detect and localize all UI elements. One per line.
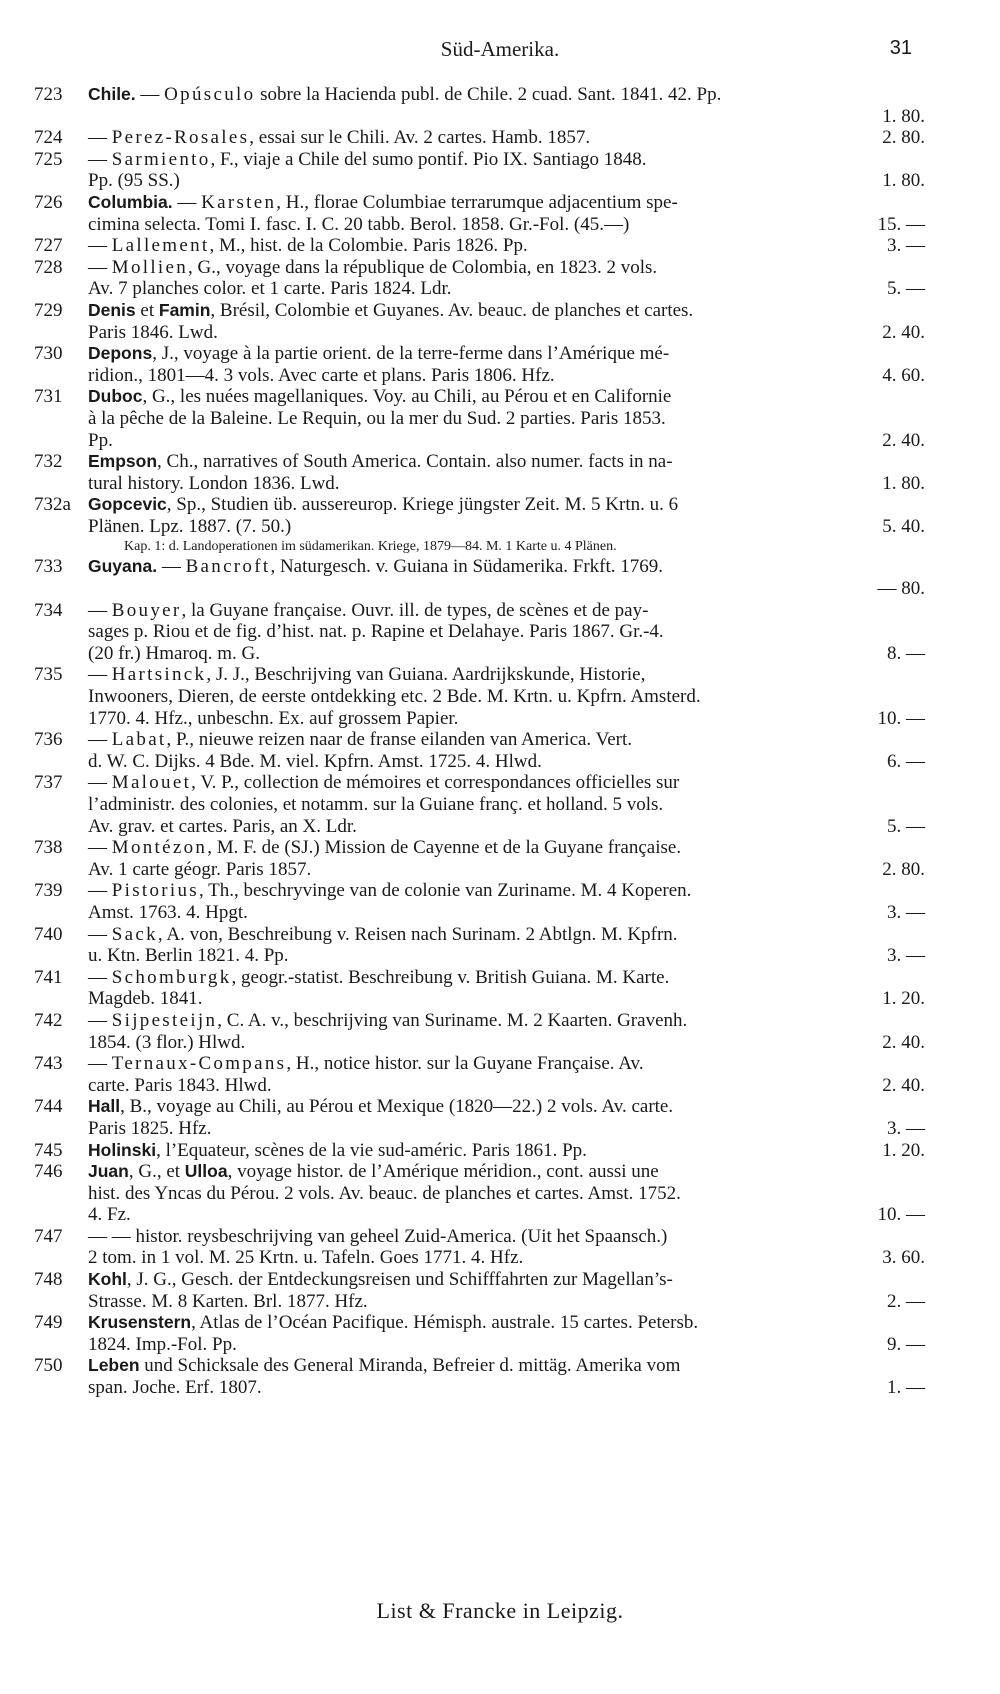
entry-line xyxy=(88,988,1000,1010)
entry-heading: Empson xyxy=(88,451,158,472)
entry-text: , G., voyage dans la république de Colombia, en 1823. 2 vols. xyxy=(188,256,658,278)
entry-line xyxy=(88,1312,1000,1334)
author-name: Sijpesteijn xyxy=(111,1009,218,1031)
entry-text: u. Ktn. Berlin 1821. 4. Pp. xyxy=(88,945,289,967)
entry-heading: Ulloa xyxy=(184,1161,228,1182)
catalog-entry xyxy=(0,84,1000,127)
catalog-entry xyxy=(0,967,1000,1010)
entry-price: 1. 20. xyxy=(882,1139,925,1161)
entry-text: und Schicksale des General Miranda, Befreier d. mittäg. Amerika vom xyxy=(139,1355,681,1377)
entry-text: , voyage histor. de l’Amérique méridion., cont. aussi une xyxy=(227,1161,659,1183)
entry-line xyxy=(88,1053,1000,1075)
entry-heading: Guyana. xyxy=(88,556,158,577)
entry-line xyxy=(88,127,1000,149)
entry-text: — xyxy=(88,664,112,686)
page-header xyxy=(0,37,1000,67)
author-name: Malouet xyxy=(111,772,192,794)
entry-text: , H., florae Columbiae terrarumque adjacentium spe- xyxy=(276,191,678,213)
entry-number: 738 xyxy=(34,837,63,859)
entry-text: Av. 7 planches color. et 1 carte. Paris 1824. Ldr. xyxy=(88,278,452,300)
entry-price: 4. 60. xyxy=(882,364,925,386)
catalog-entry xyxy=(0,880,1000,923)
entry-price: 1. — xyxy=(887,1377,925,1399)
entry-price: 10. — xyxy=(877,1204,925,1226)
catalog-entry xyxy=(0,127,1000,149)
catalog-entry xyxy=(0,837,1000,880)
entry-line xyxy=(88,1269,1000,1291)
entry-text: — xyxy=(88,599,112,621)
entry-text: , F., viaje a Chile del sumo pontif. Pio IX. Santiago 1848. xyxy=(210,148,647,170)
entry-text: 1770. 4. Hfz., unbeschn. Ex. auf grossem Papier. xyxy=(88,707,459,729)
entry-text: — xyxy=(88,729,112,751)
entry-number: 729 xyxy=(34,299,63,321)
entry-text: — xyxy=(88,966,112,988)
catalog-entry xyxy=(0,924,1000,967)
entry-line xyxy=(88,84,1000,106)
author-name: Mollien xyxy=(111,256,189,278)
entry-text: (20 fr.) Hmaroq. m. G. xyxy=(88,642,261,664)
entry-line xyxy=(88,664,1000,686)
entry-text: , J. J., Beschrijving van Guiana. Aardrijkskunde, Historie, xyxy=(206,664,646,686)
entry-line xyxy=(88,859,1000,881)
entry-text: , G., et xyxy=(128,1161,185,1183)
entry-heading: Famin xyxy=(158,299,211,320)
entry-price: 2. 40. xyxy=(882,429,925,451)
entry-line xyxy=(88,1140,1000,1162)
entry-text: , Ch., narratives of South America. Contain. also numer. facts in na- xyxy=(157,451,673,473)
entry-text: — xyxy=(172,191,202,213)
entry-line xyxy=(88,516,1000,538)
entry-line xyxy=(88,772,1000,794)
entry-line xyxy=(88,924,1000,946)
entry-text: Pp. xyxy=(88,429,113,451)
entry-number: 747 xyxy=(34,1225,63,1247)
entry-text: et xyxy=(135,299,159,321)
entry-line xyxy=(88,1118,1000,1140)
entry-text: Paris 1825. Hfz. xyxy=(88,1117,212,1139)
entry-number: 731 xyxy=(34,386,63,408)
entry-number: 735 xyxy=(34,664,63,686)
entry-line xyxy=(88,1291,1000,1313)
entry-number: 749 xyxy=(34,1312,63,1334)
entry-number: 742 xyxy=(34,1009,63,1031)
entry-text: , P., nieuwe reizen naar de franse eilanden van America. Vert. xyxy=(166,729,632,751)
entry-number: 732 xyxy=(34,451,63,473)
entry-text: — xyxy=(88,256,112,278)
entry-line xyxy=(88,1096,1000,1118)
entry-line xyxy=(88,643,1000,665)
catalog-entry xyxy=(0,300,1000,343)
catalog-entry xyxy=(0,451,1000,494)
author-name: Schomburgk xyxy=(111,966,232,988)
entry-note: Kap. 1: d. Landoperationen im südamerikan. Kriege, 1879—84. M. 1 Karte u. 4 Plänen. xyxy=(124,539,617,555)
catalog-entry xyxy=(0,664,1000,729)
entry-line xyxy=(88,365,1000,387)
entry-text: — xyxy=(157,556,186,578)
entry-text: , H., notice histor. sur la Guyane Française. Av. xyxy=(286,1053,644,1075)
catalog-entry xyxy=(0,1053,1000,1096)
catalog-entry xyxy=(0,1010,1000,1053)
entry-text: Plänen. Lpz. 1887. (7. 50.) xyxy=(88,515,292,537)
author-name: Hartsinck xyxy=(111,664,207,686)
entry-line xyxy=(88,149,1000,171)
entry-price: 2. 40. xyxy=(882,1031,925,1053)
entry-line xyxy=(88,880,1000,902)
entry-number: 726 xyxy=(34,191,63,213)
entry-line xyxy=(88,322,1000,344)
entry-text: sages p. Riou et de fig. d’hist. nat. p. Rapine et Delahaye. Paris 1867. Gr.-4. xyxy=(88,621,664,643)
entry-text: 4. Fz. xyxy=(88,1204,131,1226)
entry-text: 1824. Imp.-Fol. Pp. xyxy=(88,1333,237,1355)
catalog-entry xyxy=(0,494,1000,556)
entry-text: 1854. (3 flor.) Hlwd. xyxy=(88,1031,246,1053)
entry-line xyxy=(88,729,1000,751)
entry-line xyxy=(88,1075,1000,1097)
author-name: Karsten xyxy=(201,191,277,213)
entry-text: , J., voyage à la partie orient. de la terre-ferme dans l’Amérique mé- xyxy=(152,343,670,365)
entry-price: 1. 20. xyxy=(882,988,925,1010)
catalog-entry xyxy=(0,149,1000,192)
entry-line xyxy=(88,451,1000,473)
entry-text: — xyxy=(88,1009,112,1031)
entry-number: 724 xyxy=(34,127,63,149)
catalog-entry xyxy=(0,772,1000,837)
entry-line xyxy=(88,235,1000,257)
entry-text: , Th., beschryvinge van de colonie van Zuriname. M. 4 Koperen. xyxy=(198,880,692,902)
entry-text: , J. G., Gesch. der Entdeckungsreisen und Schifffahrten zur Magellan’s- xyxy=(126,1269,673,1291)
entry-text: , geogr.-statist. Beschreibung v. British Guiana. M. Karte. xyxy=(231,966,670,988)
entry-heading: Juan xyxy=(88,1161,129,1182)
entry-price: 2. 40. xyxy=(882,321,925,343)
entry-text: , G., les nuées magellaniques. Voy. au Chili, au Pérou et en Californie xyxy=(142,386,672,408)
entry-price: 3. 60. xyxy=(882,1247,925,1269)
entry-text: Magdeb. 1841. xyxy=(88,988,203,1010)
entry-line xyxy=(88,686,1000,708)
entry-line xyxy=(88,192,1000,214)
entry-line xyxy=(88,1032,1000,1054)
entry-price: 3. — xyxy=(887,1117,925,1139)
catalog-entry xyxy=(0,386,1000,451)
entry-text: , C. A. v., beschrijving van Suriname. M. 2 Kaarten. Gravenh. xyxy=(217,1009,688,1031)
entry-line xyxy=(88,556,1000,578)
entry-number: 740 xyxy=(34,923,63,945)
catalog-entry xyxy=(0,1355,1000,1398)
entry-price: 1. 80. xyxy=(882,105,925,127)
entry-text: sobre la Hacienda publ. de Chile. 2 cuad. Sant. 1841. 42. Pp. xyxy=(255,84,722,105)
author-name: Montézon xyxy=(111,837,208,859)
entry-text: — xyxy=(88,127,112,149)
entry-heading: Hall xyxy=(88,1096,121,1117)
entry-line xyxy=(88,1334,1000,1356)
catalog-entry xyxy=(0,1096,1000,1139)
entry-line xyxy=(88,408,1000,430)
entry-price: 3. — xyxy=(887,945,925,967)
entry-price: 3. — xyxy=(887,901,925,923)
entry-heading: Gopcevic xyxy=(88,494,167,515)
entry-number: 727 xyxy=(34,235,63,257)
entry-text: , Brésil, Colombie et Guyanes. Av. beauc. de planches et cartes. xyxy=(210,299,694,321)
entry-line xyxy=(88,1355,1000,1377)
entry-line xyxy=(88,494,1000,516)
author-name: Lallement xyxy=(111,235,210,257)
entry-text: — xyxy=(88,148,112,170)
entry-number: 730 xyxy=(34,343,63,365)
entry-text: ridion., 1801—4. 3 vols. Avec carte et plans. Paris 1806. Hfz. xyxy=(88,364,555,386)
entry-text: , Sp., Studien üb. aussereurop. Kriege jüngster Zeit. M. 5 Krtn. u. 6 xyxy=(166,494,679,516)
entry-number: 736 xyxy=(34,729,63,751)
catalog-entry xyxy=(0,556,1000,599)
entry-text: cimina selecta. Tomi I. fasc. I. C. 20 tabb. Berol. 1858. Gr.-Fol. (45.—) xyxy=(88,213,630,235)
entry-heading: Depons xyxy=(88,343,153,364)
entry-text: — xyxy=(88,837,112,859)
entry-price: 1. 80. xyxy=(882,170,925,192)
entry-line xyxy=(88,257,1000,279)
entry-line xyxy=(88,816,1000,838)
entry-text: , A. von, Beschreibung v. Reisen nach Surinam. 2 Abtlgn. M. Kpfrn. xyxy=(157,923,678,945)
entry-text: , M. F. de (SJ.) Mission de Cayenne et de la Guyane française. xyxy=(207,837,682,859)
catalog-entry xyxy=(0,1312,1000,1355)
entry-text: span. Joche. Erf. 1807. xyxy=(88,1377,262,1399)
entry-text: Inwooners, Dieren, de eerste ontdekking etc. 2 Bde. M. Krtn. u. Kpfrn. Amsterd. xyxy=(88,686,701,708)
entry-text: — xyxy=(88,1053,112,1075)
entry-number: 741 xyxy=(34,966,63,988)
entry-heading: Columbia. xyxy=(88,191,173,212)
entry-number: 732a xyxy=(34,494,71,516)
entry-text: 2 tom. in 1 vol. M. 25 Krtn. u. Tafeln. Goes 1771. 4. Hfz. xyxy=(88,1247,524,1269)
entry-text: à la pêche de la Baleine. Le Requin, ou la mer du Sud. 2 parties. Paris 1853. xyxy=(88,407,666,429)
entry-number: 739 xyxy=(34,880,63,902)
entry-text: , Naturgesch. v. Guiana in Südamerika. Frkft. 1769. xyxy=(270,556,664,578)
entry-line xyxy=(88,621,1000,643)
entry-text: — xyxy=(88,880,112,902)
author-name: Labat xyxy=(111,729,167,751)
entry-text: , M., hist. de la Colombie. Paris 1826. Pp. xyxy=(209,235,528,257)
entry-text: , l’Equateur, scènes de la vie sud-améric. Paris 1861. Pp. xyxy=(156,1139,587,1161)
entry-line xyxy=(88,794,1000,816)
catalog-entry xyxy=(0,192,1000,235)
entry-price: 1. 80. xyxy=(882,472,925,494)
entry-line xyxy=(88,708,1000,730)
entry-heading: Krusenstern xyxy=(88,1312,192,1333)
catalog-entry xyxy=(0,729,1000,772)
entry-line xyxy=(88,170,1000,192)
entry-number: 733 xyxy=(34,556,63,578)
entry-heading: Holinski xyxy=(88,1139,157,1160)
author-name: Ternaux-Compans xyxy=(111,1053,287,1075)
entry-price: 5. 40. xyxy=(882,515,925,537)
entry-number: 725 xyxy=(34,148,63,170)
entry-price: 2. 80. xyxy=(882,858,925,880)
entry-line xyxy=(88,1183,1000,1205)
catalog-entry xyxy=(0,1269,1000,1312)
entry-text: — xyxy=(88,235,112,257)
entry-price: 9. — xyxy=(887,1333,925,1355)
entry-heading: Chile. xyxy=(88,84,136,104)
entry-text: Strasse. M. 8 Karten. Brl. 1877. Hfz. xyxy=(88,1290,368,1312)
entry-line xyxy=(88,967,1000,989)
entry-text: Av. grav. et cartes. Paris, an X. Ldr. xyxy=(88,815,357,837)
entry-price: 3. — xyxy=(887,235,925,257)
entry-number: 750 xyxy=(34,1355,63,1377)
entry-heading: Duboc xyxy=(88,386,143,407)
author-name: Sack xyxy=(111,923,158,945)
entry-price: 2. 80. xyxy=(882,127,925,149)
catalog-entry xyxy=(0,257,1000,300)
page-title: Süd-Amerika. xyxy=(440,37,560,61)
author-name: Bancroft xyxy=(185,556,271,578)
author-name: Perez-Rosales xyxy=(111,127,250,149)
author-name: Opúsculo xyxy=(164,84,256,105)
entry-line xyxy=(88,430,1000,452)
entry-list xyxy=(0,84,1000,1399)
entry-number: 743 xyxy=(34,1053,63,1075)
entry-heading: Denis xyxy=(88,299,136,320)
entry-line xyxy=(88,600,1000,622)
entry-text: — — histor. reysbeschrijving van geheel Zuid-America. (Uit het Spaansch.) xyxy=(88,1225,668,1247)
entry-price: 5. — xyxy=(887,815,925,837)
entry-text: , Atlas de l’Océan Pacifique. Hémisph. australe. 15 cartes. Petersb. xyxy=(191,1312,699,1334)
entry-text: — xyxy=(135,84,165,105)
entry-line xyxy=(88,1247,1000,1269)
entry-line xyxy=(88,214,1000,236)
entry-line xyxy=(88,1010,1000,1032)
entry-line xyxy=(88,300,1000,322)
entry-text: , V. P., collection de mémoires et correspondances officielles sur xyxy=(191,772,680,794)
entry-line xyxy=(88,473,1000,495)
entry-line xyxy=(88,902,1000,924)
catalog-entry xyxy=(0,1140,1000,1162)
entry-text: — xyxy=(88,772,112,794)
entry-text: carte. Paris 1843. Hlwd. xyxy=(88,1074,272,1096)
entry-text: , essai sur le Chili. Av. 2 cartes. Hamb. 1857. xyxy=(249,127,591,149)
entry-price: 5. — xyxy=(887,278,925,300)
entry-heading: Leben xyxy=(88,1355,140,1376)
entry-text: tural history. London 1836. Lwd. xyxy=(88,472,340,494)
entry-line xyxy=(88,578,1000,600)
entry-price: 6. — xyxy=(887,750,925,772)
entry-number: 744 xyxy=(34,1096,63,1118)
entry-text: hist. des Yncas du Pérou. 2 vols. Av. beauc. de planches et cartes. Amst. 1752. xyxy=(88,1182,681,1204)
catalog-entry xyxy=(0,600,1000,665)
entry-number: 734 xyxy=(34,599,63,621)
entry-heading: Kohl xyxy=(88,1269,127,1290)
entry-line xyxy=(88,837,1000,859)
entry-price: — 80. xyxy=(877,578,925,600)
entry-text: Amst. 1763. 4. Hpgt. xyxy=(88,901,248,923)
entry-number: 746 xyxy=(34,1161,63,1183)
entry-number: 748 xyxy=(34,1269,63,1291)
entry-line xyxy=(88,386,1000,408)
entry-text: Paris 1846. Lwd. xyxy=(88,321,218,343)
entry-line xyxy=(88,343,1000,365)
entry-line xyxy=(88,1161,1000,1183)
catalog-entry xyxy=(0,1226,1000,1269)
entry-number: 737 xyxy=(34,772,63,794)
entry-line xyxy=(88,1226,1000,1248)
entry-text: — xyxy=(88,923,112,945)
entry-line xyxy=(88,106,1000,128)
entry-price: 8. — xyxy=(887,642,925,664)
catalog-entry xyxy=(0,1161,1000,1226)
catalog-entry xyxy=(0,343,1000,386)
author-name: Bouyer xyxy=(111,599,182,621)
entry-line xyxy=(88,1204,1000,1226)
publisher-footer: List & Francke in Leipzig. xyxy=(376,1598,624,1623)
entry-text: d. W. C. Dijks. 4 Bde. M. viel. Kpfrn. Amst. 1725. 4. Hlwd. xyxy=(88,750,542,772)
entry-price: 2. 40. xyxy=(882,1074,925,1096)
entry-text: l’administr. des colonies, et notamm. sur la Guiane franç. et holland. 5 vols. xyxy=(88,794,664,815)
author-name: Sarmiento xyxy=(111,148,211,170)
entry-text: Av. 1 carte géogr. Paris 1857. xyxy=(88,858,312,880)
entry-price: 2. — xyxy=(887,1290,925,1312)
page-number: 31 xyxy=(889,37,912,59)
entry-price: 10. — xyxy=(877,707,925,729)
entry-line xyxy=(88,278,1000,300)
entry-number: 723 xyxy=(34,84,63,105)
author-name: Pistorius xyxy=(111,880,199,902)
entry-price: 15. — xyxy=(877,213,925,235)
catalog-entry xyxy=(0,235,1000,257)
entry-line xyxy=(88,751,1000,773)
entry-text: Pp. (95 SS.) xyxy=(88,170,180,192)
entry-line xyxy=(88,945,1000,967)
entry-text: , la Guyane française. Ouvr. ill. de types, de scènes et de pay- xyxy=(181,599,649,621)
entry-line xyxy=(88,1377,1000,1399)
entry-text: , B., voyage au Chili, au Pérou et Mexique (1820—22.) 2 vols. Av. carte. xyxy=(120,1096,674,1118)
entry-number: 745 xyxy=(34,1139,63,1161)
entry-number: 728 xyxy=(34,256,63,278)
